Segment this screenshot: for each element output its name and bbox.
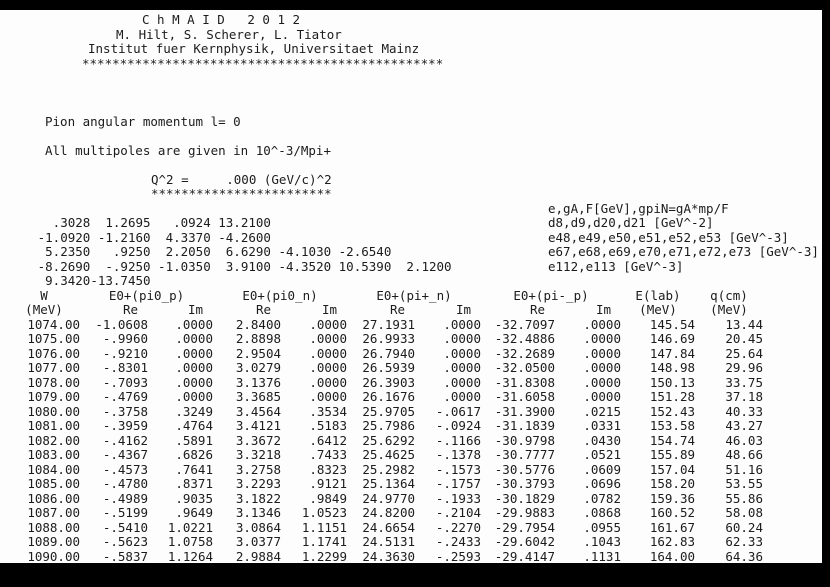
table-cell: .0000 (443, 332, 481, 346)
table-cell: 64.36 (725, 549, 763, 563)
table-cell: 3.0864 (235, 520, 281, 535)
table-cell: 3.0279 (235, 361, 281, 375)
table-cell: 1.1264 (167, 549, 213, 563)
table-cell: 3.4121 (235, 419, 281, 433)
table-cell: -.9960 (102, 332, 148, 346)
table-cell: .3534 (309, 404, 347, 419)
table-cell: 24.8200 (362, 506, 415, 520)
table-cell: 1.0221 (167, 520, 213, 535)
table-cell: .0000 (443, 375, 481, 390)
parameter-label: d8,d9,d20,d21 [GeV^-2] (548, 215, 714, 230)
table-cell: -.8301 (102, 361, 148, 375)
parameter-values: .3028 1.2695 .0924 13.2100 (30, 215, 271, 230)
table-cell: .0000 (309, 375, 347, 390)
table-cell: .3249 (175, 404, 213, 419)
table-cell: -.5623 (102, 535, 148, 549)
table-cell: .5891 (175, 433, 213, 448)
table-cell: .0696 (583, 477, 621, 491)
col-header-e0-pipn: E0+(pi+_n) (376, 288, 452, 303)
parameter-label: e67,e68,e69,e70,e71,e72,e73 [GeV^-3] (548, 244, 819, 259)
spacer (0, 100, 822, 115)
program-title: C h M A I D 2 0 1 2 (142, 12, 301, 27)
table-cell: -32.7097 (494, 317, 555, 332)
table-cell: .0521 (583, 448, 621, 462)
table-cell: .0215 (583, 404, 621, 419)
q2-line: Q^2 = .000 (GeV/c)^2 (151, 171, 332, 187)
table-cell: .0782 (583, 491, 621, 506)
table-row (8, 332, 763, 347)
table-cell: 2.9504 (235, 346, 281, 361)
sub-header: Re (389, 303, 405, 317)
table-cell: 62.33 (725, 535, 763, 549)
parameter-label: e112,e113 [GeV^-3] (548, 258, 684, 274)
table-cell: 1085.00 (27, 477, 80, 491)
table-cell: 1.2299 (301, 549, 347, 563)
table-row (8, 347, 763, 362)
table-cell: .0955 (583, 520, 621, 535)
table-cell: -.1166 (435, 433, 481, 448)
table-cell: .8323 (309, 462, 347, 477)
table-cell: 161.67 (649, 520, 695, 535)
table-cell: -.1757 (435, 477, 481, 491)
table-cell: 20.45 (725, 332, 763, 346)
col-header-elab: E(lab) (635, 288, 681, 303)
parameter-label: e,gA,F[GeV],gpiN=gA*mp/F (548, 200, 729, 216)
table-cell: 145.54 (649, 317, 695, 332)
table-cell: .0000 (583, 361, 621, 375)
table-row (8, 463, 763, 478)
table-cell: .0000 (309, 317, 347, 332)
table-cell: -30.1829 (494, 491, 555, 506)
table-cell: -29.6042 (494, 535, 555, 549)
table-cell: 25.9705 (362, 404, 415, 419)
table-cell: 26.7940 (362, 346, 415, 361)
table-cell: -.4573 (102, 462, 148, 477)
table-cell: 1090.00 (27, 549, 80, 563)
table-cell: 25.2982 (362, 462, 415, 477)
spacer (0, 158, 822, 173)
table-cell: -30.5776 (494, 462, 555, 477)
table-cell: .0000 (583, 346, 621, 361)
table-cell: 1.1151 (301, 520, 347, 535)
table-cell: 1084.00 (27, 462, 80, 477)
table-cell: 48.66 (725, 448, 763, 462)
table-cell: .9649 (175, 506, 213, 520)
table-cell: 1081.00 (27, 419, 80, 433)
table-cell: -.4780 (102, 477, 148, 491)
table-row (8, 448, 763, 463)
table-cell: 150.13 (649, 375, 695, 390)
table-cell: 154.74 (649, 433, 695, 448)
sub-header: Re (255, 303, 271, 317)
table-cell: .9121 (309, 477, 347, 491)
table-row (8, 318, 763, 333)
spacer (0, 86, 822, 101)
table-cell: 27.1931 (362, 317, 415, 332)
sub-header: Re (122, 303, 138, 317)
table-cell: .0000 (583, 375, 621, 390)
table-cell: -.0617 (435, 404, 481, 419)
sub-header: (MeV) (25, 303, 63, 317)
table-cell: 55.86 (725, 491, 763, 506)
table-cell: 1080.00 (27, 404, 80, 419)
table-cell: -.2433 (435, 535, 481, 549)
table-cell: .9849 (309, 491, 347, 506)
col-header-e0-pi0p: E0+(pi0_p) (108, 288, 185, 303)
table-cell: .8371 (175, 477, 213, 491)
header-separator: ************************************************ (82, 55, 444, 71)
table-row (8, 535, 763, 550)
table-cell: -29.9883 (494, 506, 555, 520)
table-cell: .9035 (175, 491, 213, 506)
table-cell: 25.4625 (362, 448, 415, 462)
table-cell: -.4769 (102, 390, 148, 404)
col-header-qcm: q(cm) (710, 288, 748, 303)
table-cell: 158.20 (649, 477, 695, 491)
spacer (0, 71, 822, 86)
table-cell: 46.03 (725, 433, 763, 448)
table-cell: .0000 (175, 390, 213, 404)
table-cell: -30.3793 (494, 477, 555, 491)
table-cell: 53.55 (725, 477, 763, 491)
table-cell: 3.1822 (235, 491, 281, 506)
angular-momentum-line: Pion angular momentum l= 0 (45, 113, 241, 129)
table-cell: -1.0608 (95, 317, 148, 332)
sub-header: Im (455, 303, 471, 317)
table-cell: .0000 (175, 361, 213, 375)
table-cell: 1075.00 (27, 332, 80, 346)
table-cell: 1077.00 (27, 361, 80, 375)
table-cell: -.1378 (435, 448, 481, 462)
table-cell: 1089.00 (27, 535, 80, 549)
table-cell: .0000 (175, 375, 213, 390)
table-cell: .1131 (583, 549, 621, 563)
table-cell: 1087.00 (27, 506, 80, 520)
table-cell: .0000 (443, 390, 481, 404)
authors-line: M. Hilt, S. Scherer, L. Tiator (116, 26, 342, 42)
program-output-screen (0, 10, 822, 563)
table-cell: .0000 (443, 346, 481, 361)
table-cell: -32.2689 (494, 346, 555, 361)
sub-header: Im (321, 303, 337, 317)
sub-header: (MeV) (639, 303, 677, 317)
table-cell: 164.00 (649, 549, 695, 563)
table-row (8, 376, 763, 391)
table-cell: 25.6292 (362, 433, 415, 448)
table-cell: 3.3685 (235, 390, 281, 404)
parameter-values: -8.2690 -.9250 -1.0350 3.9100 -4.3520 10.5390 2.1200 (30, 258, 452, 274)
multipole-table (8, 289, 763, 564)
table-cell: 60.24 (725, 520, 763, 535)
table-cell: -.3758 (102, 404, 148, 419)
table-row (8, 492, 763, 507)
table-cell: 3.4564 (235, 404, 281, 419)
table-row (8, 419, 763, 434)
table-cell: -.2593 (435, 549, 481, 563)
table-cell: 1.1741 (301, 535, 347, 549)
table-cell: 24.9770 (362, 491, 415, 506)
table-cell: .0000 (583, 317, 621, 332)
table-cell: .0000 (583, 332, 621, 346)
table-cell: -.2270 (435, 520, 481, 535)
table-cell: -.2104 (435, 506, 481, 520)
table-cell: -32.4886 (494, 332, 555, 346)
table-row (8, 390, 763, 405)
table-cell: .0609 (583, 462, 621, 477)
table-group-header-row (8, 289, 763, 304)
col-header-e0-pimp: E0+(pi-_p) (513, 288, 589, 303)
units-note-line: All multipoles are given in 10^-3/Mpi+ (45, 142, 331, 158)
table-cell: 3.1376 (235, 375, 281, 390)
q2-separator: ************************ (151, 186, 332, 201)
table-cell: 1076.00 (27, 346, 80, 361)
table-cell: .0000 (309, 390, 347, 404)
spacer (0, 129, 822, 144)
table-cell: -.3959 (102, 419, 148, 433)
table-cell: 25.7986 (362, 419, 415, 433)
table-cell: -31.1839 (494, 419, 555, 433)
table-cell: .4764 (175, 419, 213, 433)
table-cell: 37.18 (725, 390, 763, 404)
table-cell: 159.36 (649, 491, 695, 506)
table-row (8, 521, 763, 536)
table-cell: 146.69 (649, 332, 695, 346)
table-cell: -.1933 (435, 491, 481, 506)
table-row (8, 506, 763, 521)
table-cell: 2.8898 (235, 332, 281, 346)
table-cell: 2.9884 (235, 549, 281, 563)
table-cell: 1.0523 (301, 506, 347, 520)
table-cell: 153.58 (649, 419, 695, 433)
table-cell: 13.44 (725, 317, 763, 332)
sub-header: Im (187, 303, 203, 317)
institute-line: Institut fuer Kernphysik, Universitaet Mainz (88, 41, 420, 56)
table-cell: 1074.00 (27, 317, 80, 332)
table-cell: 2.8400 (235, 317, 281, 332)
table-cell: 152.43 (649, 404, 695, 419)
table-cell: 40.33 (725, 404, 763, 419)
table-cell: 58.08 (725, 506, 763, 520)
table-row (8, 361, 763, 376)
parameter-values: 9.3420-13.7450 (30, 273, 151, 288)
table-cell: 26.3903 (362, 375, 415, 390)
table-row (8, 477, 763, 492)
table-cell: .0000 (175, 317, 213, 332)
table-cell: -29.4147 (494, 549, 555, 563)
table-cell: -32.0500 (494, 361, 555, 375)
table-row (8, 434, 763, 449)
table-cell: .0000 (175, 346, 213, 361)
table-cell: -31.3900 (494, 404, 555, 419)
table-cell: 148.98 (649, 361, 695, 375)
table-cell: 43.27 (725, 419, 763, 433)
table-cell: -.5199 (102, 506, 148, 520)
table-cell: .7433 (309, 448, 347, 462)
table-cell: -.9210 (102, 346, 148, 361)
table-cell: .0868 (583, 506, 621, 520)
table-cell: 160.52 (649, 506, 695, 520)
sub-header: Re (529, 303, 545, 317)
table-cell: .0000 (443, 361, 481, 375)
table-cell: 24.6654 (362, 520, 415, 535)
table-cell: 26.1676 (362, 390, 415, 404)
table-cell: -30.7777 (494, 448, 555, 462)
table-cell: .0000 (309, 332, 347, 346)
table-sub-header-row (8, 303, 763, 318)
table-cell: -.0924 (435, 419, 481, 433)
table-cell: 155.89 (649, 448, 695, 462)
table-cell: 151.28 (649, 390, 695, 404)
table-cell: 1086.00 (27, 491, 80, 506)
table-cell: 3.0377 (235, 535, 281, 549)
table-cell: .0430 (583, 433, 621, 448)
table-cell: 1088.00 (27, 520, 80, 535)
table-cell: -29.7954 (494, 520, 555, 535)
table-cell: .5183 (309, 419, 347, 433)
table-cell: .0000 (309, 346, 347, 361)
table-cell: .6826 (175, 448, 213, 462)
table-cell: 25.64 (725, 346, 763, 361)
table-cell: 1082.00 (27, 433, 80, 448)
table-cell: 3.3672 (235, 433, 281, 448)
table-cell: 1.0758 (167, 535, 213, 549)
col-header-w: W (40, 288, 48, 303)
table-cell: 3.1346 (235, 506, 281, 520)
table-cell: 24.3630 (362, 549, 415, 563)
table-cell: -.5410 (102, 520, 148, 535)
table-cell: -.5837 (102, 549, 148, 563)
table-cell: 147.84 (649, 346, 695, 361)
parameter-row (0, 258, 822, 288)
table-cell: -30.9798 (494, 433, 555, 448)
table-cell: .0000 (175, 332, 213, 346)
parameter-values: -1.0920 -1.2160 4.3370 -4.2600 (30, 229, 271, 245)
table-cell: -.4367 (102, 448, 148, 462)
table-cell: .0331 (583, 419, 621, 433)
table-cell: -.4162 (102, 433, 148, 448)
table-cell: -31.6058 (494, 390, 555, 404)
sub-header: (MeV) (710, 303, 748, 317)
table-cell: -.7093 (102, 375, 148, 390)
sub-header: Im (595, 303, 611, 317)
table-cell: 3.3218 (235, 448, 281, 462)
table-row (8, 405, 763, 420)
table-cell: 51.16 (725, 462, 763, 477)
table-cell: -.4989 (102, 491, 148, 506)
table-cell: .0000 (309, 361, 347, 375)
table-cell: 162.83 (649, 535, 695, 549)
table-cell: -.1573 (435, 462, 481, 477)
table-cell: 3.2758 (235, 462, 281, 477)
table-cell: 1083.00 (27, 448, 80, 462)
table-cell: 1078.00 (27, 375, 80, 390)
table-cell: 33.75 (725, 375, 763, 390)
table-cell: .6412 (309, 433, 347, 448)
multipole-table-body (8, 318, 763, 564)
table-cell: .0000 (583, 390, 621, 404)
parameter-values: 5.2350 .9250 2.2050 6.6290 -4.1030 -2.6540 (30, 244, 392, 259)
table-row (8, 550, 763, 564)
table-cell: 157.04 (649, 462, 695, 477)
table-cell: 24.5131 (362, 535, 415, 549)
table-cell: 1079.00 (27, 390, 80, 404)
table-cell: .1043 (583, 535, 621, 549)
table-cell: 3.2293 (235, 477, 281, 491)
table-cell: .7641 (175, 462, 213, 477)
col-header-e0-pi0n: E0+(pi0_n) (242, 288, 318, 303)
table-cell: 29.96 (725, 361, 763, 375)
parameter-label: e48,e49,e50,e51,e52,e53 [GeV^-3] (548, 229, 789, 245)
table-cell: .0000 (443, 317, 481, 332)
table-cell: 26.5939 (362, 361, 415, 375)
table-cell: -31.8308 (494, 375, 555, 390)
table-cell: 26.9933 (362, 332, 415, 346)
table-cell: 25.1364 (362, 477, 415, 491)
